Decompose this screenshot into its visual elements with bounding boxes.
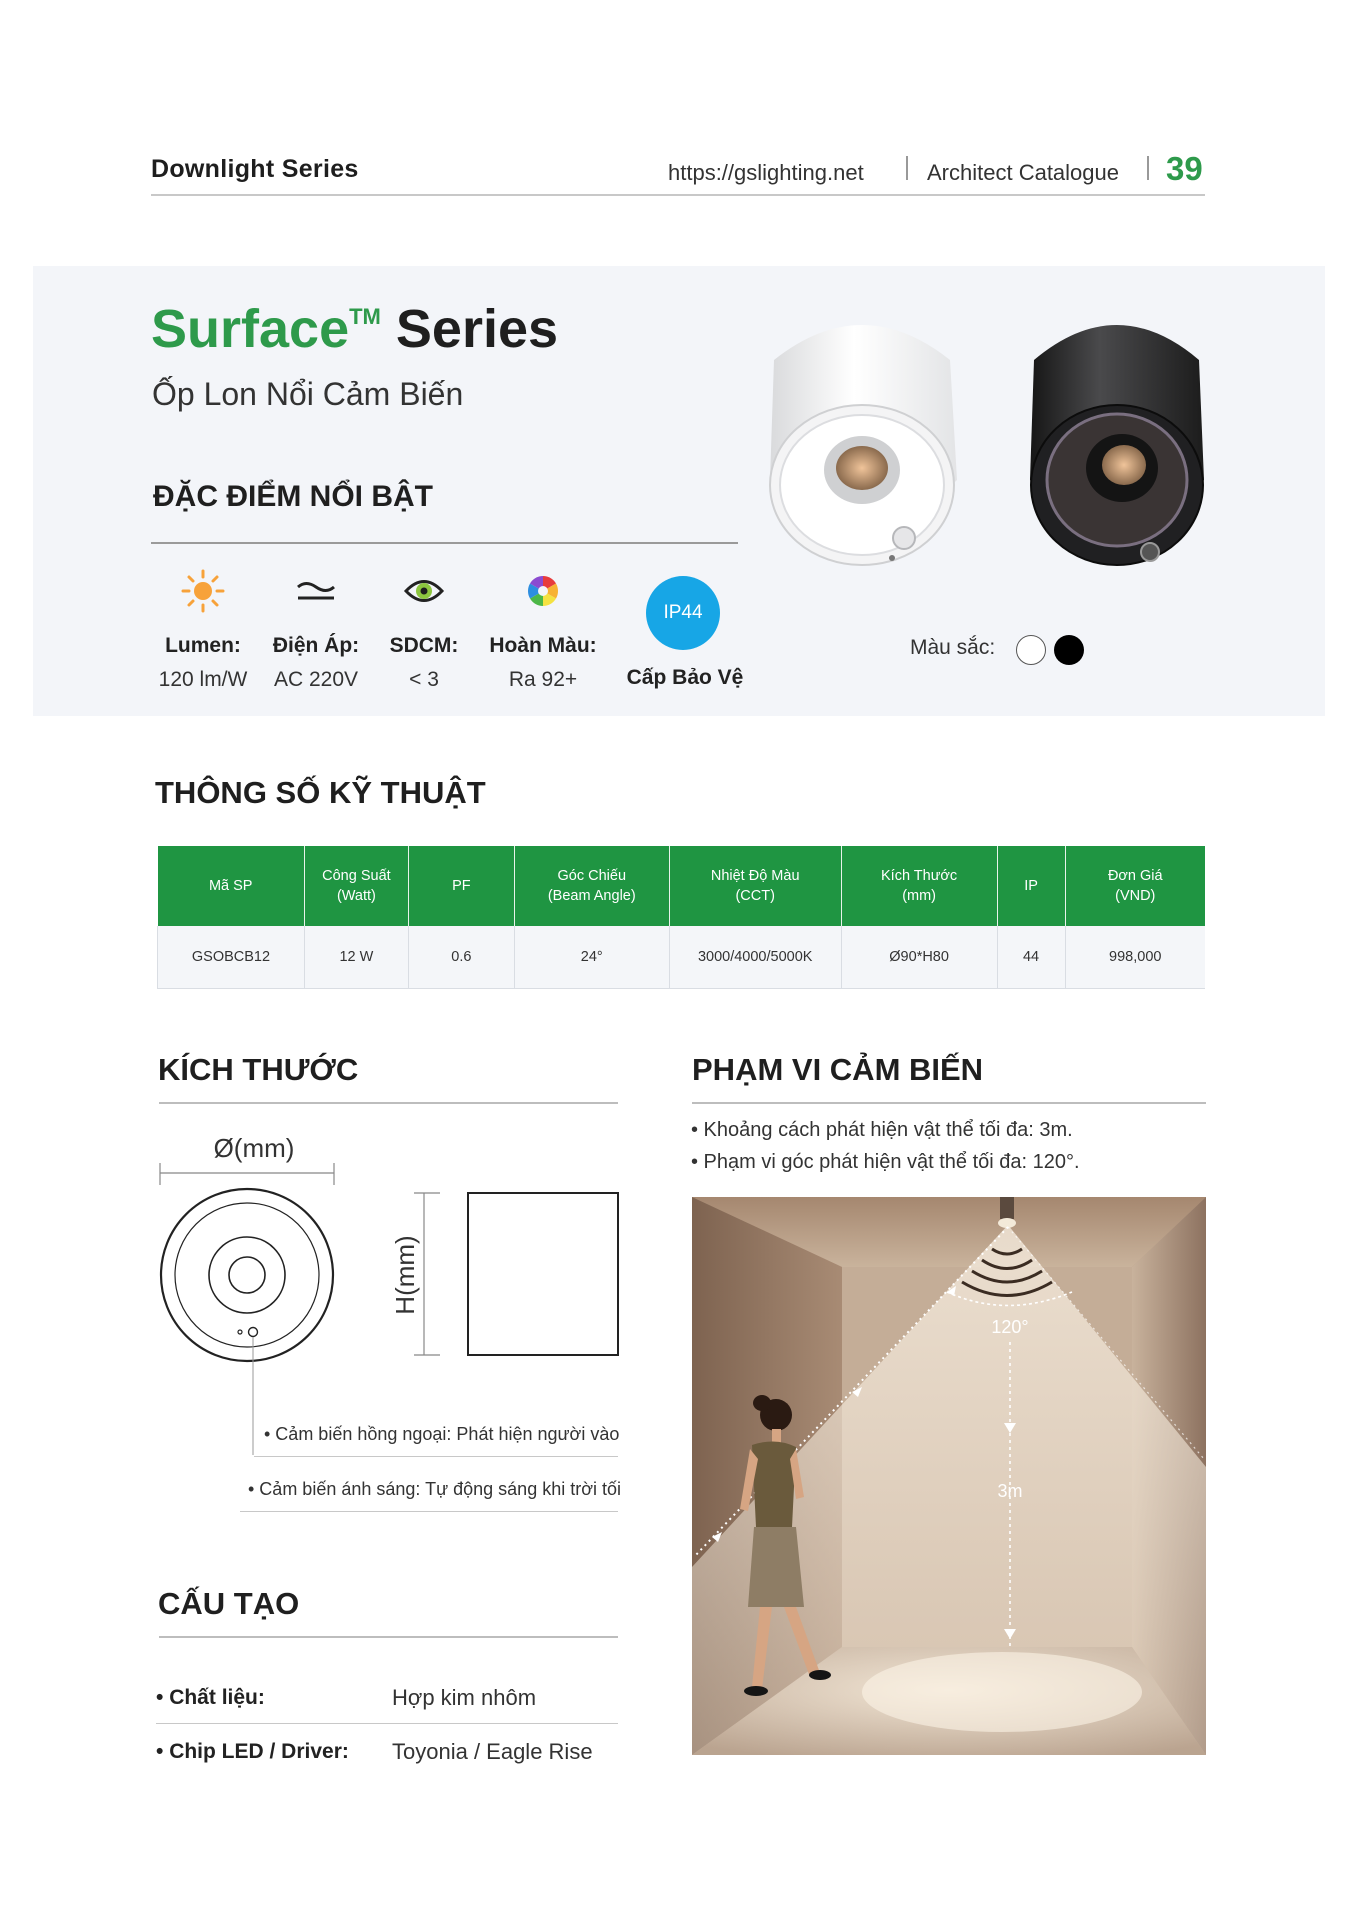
cell-product-code: GSOBCB12 bbox=[158, 926, 305, 988]
angle-label: 120° bbox=[991, 1317, 1029, 1337]
note-underline bbox=[254, 1456, 618, 1457]
dimensions-divider bbox=[159, 1102, 618, 1104]
header-series: Downlight Series bbox=[151, 155, 359, 183]
column-header: Công Suất (Watt) bbox=[304, 846, 408, 926]
diameter-label: Ø(mm) bbox=[213, 1133, 295, 1163]
feature-value: 120 lm/W bbox=[158, 668, 248, 691]
feature-label: Điện Áp: bbox=[272, 634, 360, 657]
column-header: Góc Chiếu (Beam Angle) bbox=[514, 846, 669, 926]
sensor-divider bbox=[692, 1102, 1206, 1104]
feature-cri bbox=[483, 566, 603, 692]
header-separator bbox=[1147, 156, 1149, 180]
trademark-mark: TM bbox=[349, 304, 381, 329]
distance-label: 3m bbox=[997, 1481, 1023, 1501]
product-subtitle: Ốp Lon Nổi Cảm Biến bbox=[152, 376, 464, 412]
header-catalogue: Architect Catalogue bbox=[927, 160, 1119, 185]
ac-wave-icon bbox=[256, 566, 376, 616]
construction-value: Toyonia / Eagle Rise bbox=[392, 1739, 593, 1764]
feature-label: Lumen: bbox=[165, 634, 241, 657]
product-image bbox=[752, 300, 1252, 620]
ip-label: Cấp Bảo Vệ bbox=[626, 666, 744, 689]
white-fixture bbox=[770, 325, 957, 565]
header-separator bbox=[906, 156, 908, 180]
page-number: 39 bbox=[1166, 150, 1203, 187]
color-options-label: Màu sắc: bbox=[910, 636, 996, 659]
cell-ip: 44 bbox=[997, 926, 1065, 988]
feature-value: < 3 bbox=[409, 668, 439, 691]
column-header: Mã SP bbox=[158, 846, 305, 926]
color-swatch-white[interactable] bbox=[1016, 635, 1046, 665]
spec-table bbox=[157, 846, 1205, 989]
sensor-range-illustration bbox=[692, 1197, 1206, 1755]
sensor-heading: PHẠM VI CẢM BIẾN bbox=[692, 1052, 984, 1087]
header-url-link[interactable]: https://gslighting.net bbox=[668, 160, 864, 185]
construction-divider bbox=[159, 1636, 618, 1638]
feature-voltage bbox=[256, 566, 376, 692]
construction-row-line bbox=[156, 1723, 618, 1724]
feature-lumen bbox=[143, 566, 263, 692]
column-header: Đơn Giá (VND) bbox=[1065, 846, 1205, 926]
title-series: Series bbox=[395, 299, 559, 359]
cell-beam-angle: 24° bbox=[514, 926, 669, 988]
feature-value: Ra 92+ bbox=[508, 668, 578, 691]
cell-cct: 3000/4000/5000K bbox=[669, 926, 841, 988]
cell-power: 12 W bbox=[304, 926, 408, 988]
spec-heading: THÔNG SỐ KỸ THUẬT bbox=[155, 775, 486, 810]
column-header: IP bbox=[997, 846, 1065, 926]
height-label: H(mm) bbox=[390, 1235, 420, 1315]
cell-size: Ø90*H80 bbox=[841, 926, 997, 988]
sensor-bullet: • Khoảng cách phát hiện vật thể tối đa: 3m. bbox=[691, 1119, 1073, 1141]
construction-value: Hợp kim nhôm bbox=[392, 1685, 537, 1710]
color-wheel-icon bbox=[483, 566, 603, 616]
dimension-drawing bbox=[150, 1125, 630, 1525]
features-divider bbox=[151, 542, 738, 544]
feature-label: SDCM: bbox=[389, 634, 459, 657]
feature-value: AC 220V bbox=[273, 668, 359, 691]
eye-icon bbox=[364, 566, 484, 616]
features-heading: ĐẶC ĐIỂM NỔI BẬT bbox=[153, 480, 433, 513]
ir-sensor-note: • Cảm biến hồng ngoại: Phát hiện người vào bbox=[264, 1424, 620, 1444]
construction-label: • Chip LED / Driver: bbox=[156, 1740, 349, 1763]
product-title bbox=[151, 298, 558, 360]
sensor-bullets bbox=[691, 1114, 1080, 1178]
dimensions-heading: KÍCH THƯỚC bbox=[158, 1052, 359, 1087]
feature-sdcm bbox=[364, 566, 484, 692]
feature-label: Hoàn Màu: bbox=[489, 634, 597, 657]
header-divider bbox=[151, 194, 1205, 196]
column-header: Kích Thước (mm) bbox=[841, 846, 997, 926]
sensor-bullet: • Phạm vi góc phát hiện vật thể tối đa: 120°. bbox=[691, 1151, 1080, 1173]
cell-pf: 0.6 bbox=[408, 926, 514, 988]
cell-price: 998,000 bbox=[1065, 926, 1205, 988]
column-header: PF bbox=[408, 846, 514, 926]
sun-icon bbox=[143, 566, 263, 616]
black-fixture bbox=[1030, 325, 1204, 565]
light-sensor-note: • Cảm biến ánh sáng: Tự động sáng khi trời tối bbox=[248, 1479, 622, 1499]
title-brand: Surface bbox=[151, 299, 350, 359]
table-row bbox=[158, 926, 1206, 988]
color-swatch-black[interactable] bbox=[1054, 635, 1084, 665]
column-header: Nhiệt Độ Màu (CCT) bbox=[669, 846, 841, 926]
ip-badge: IP44 bbox=[646, 576, 720, 650]
table-header-row bbox=[158, 846, 1206, 926]
construction-label: • Chất liệu: bbox=[156, 1686, 265, 1709]
construction-heading: CẤU TẠO bbox=[158, 1586, 300, 1621]
note-underline bbox=[240, 1511, 618, 1512]
